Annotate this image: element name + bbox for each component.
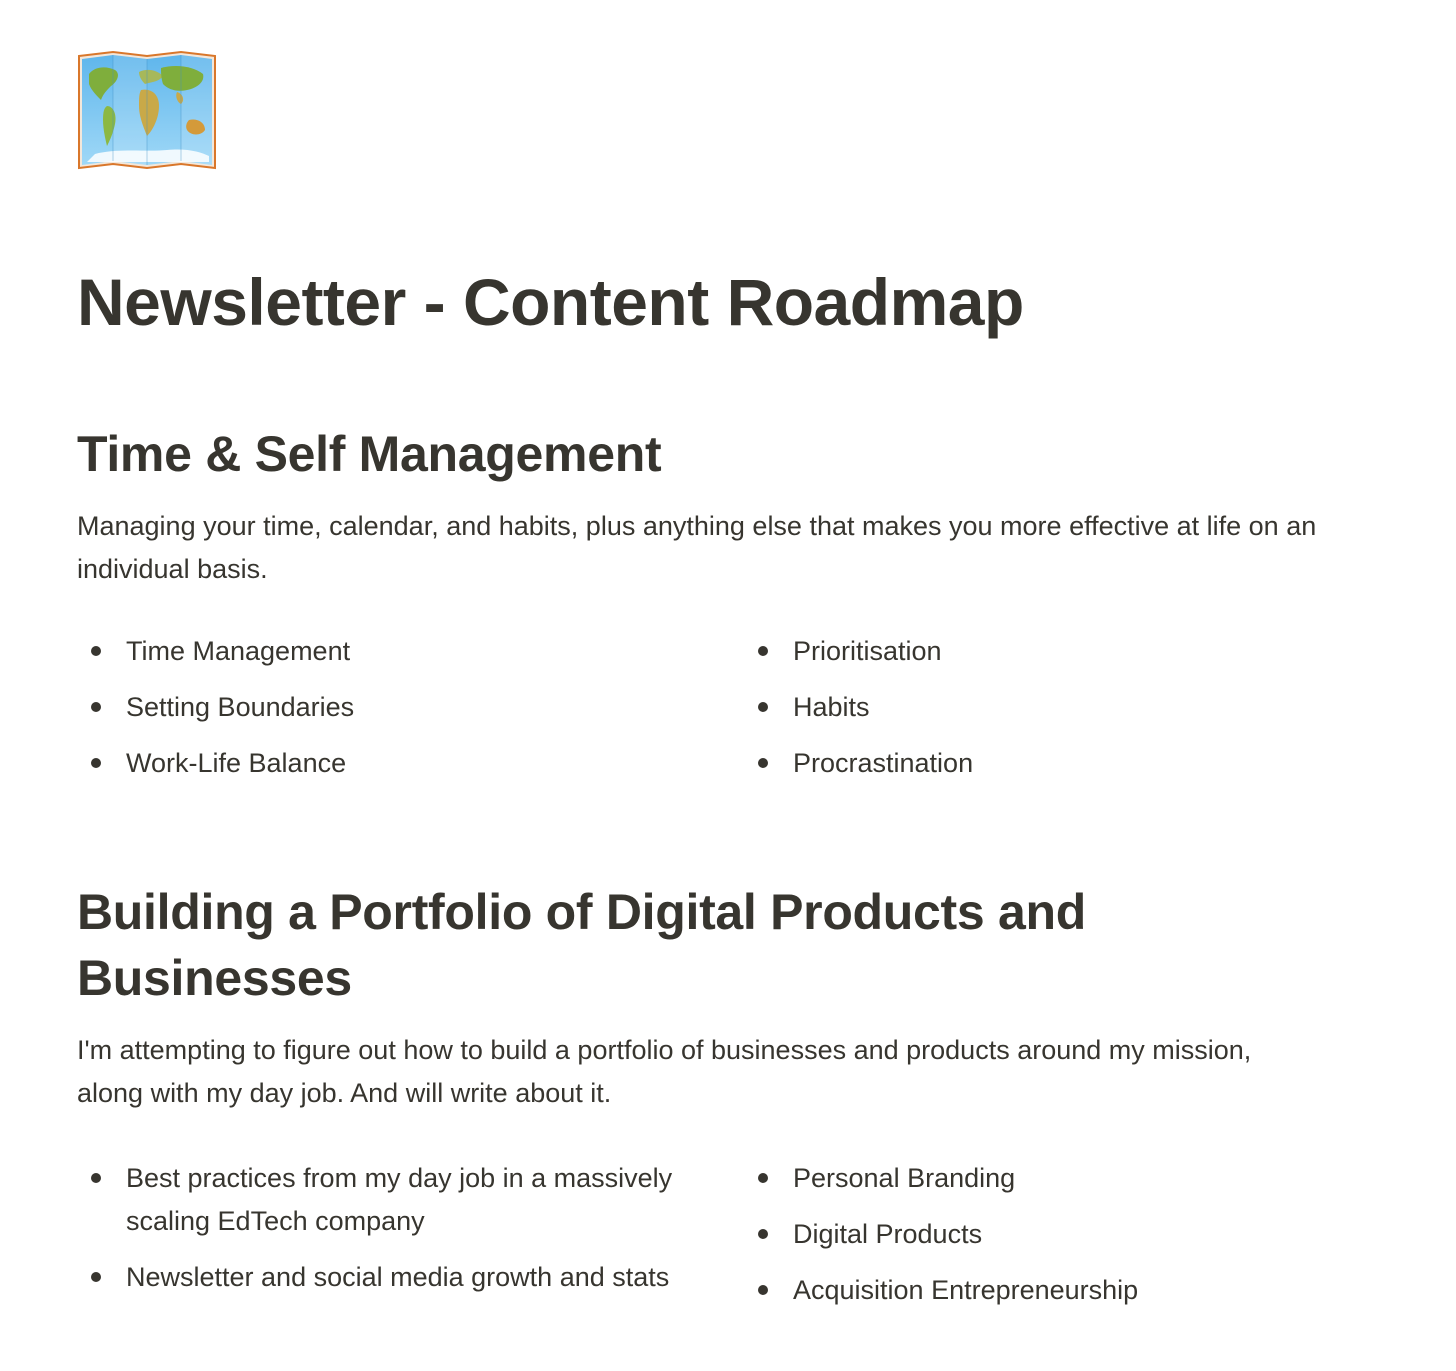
- list-item-text: Digital Products: [793, 1219, 983, 1249]
- bullet-icon: [91, 1272, 101, 1282]
- page-title: Newsletter - Content Roadmap: [77, 265, 1024, 339]
- section-description: I'm attempting to figure out how to build a portfolio of businesses and products around my mission, along with my day job. And will write about it.: [77, 1035, 1252, 1108]
- bullet-icon: [758, 1173, 768, 1183]
- section-1-topic-columns: [77, 630, 1367, 798]
- list-item: [744, 742, 1411, 785]
- section-description: Managing your time, calendar, and habits, plus anything else that makes you more effective at life on an individual basis.: [77, 511, 1317, 584]
- list-item: [77, 742, 686, 785]
- list-item: [77, 686, 686, 729]
- section-time-self-management: [77, 421, 1367, 591]
- list-item-text: Best practices from my day job in a massively scaling EdTech company: [126, 1163, 673, 1236]
- list-item: [77, 1157, 686, 1243]
- list-item: [744, 630, 1411, 673]
- list-item-text: Setting Boundaries: [126, 692, 355, 722]
- bullet-icon: [91, 702, 101, 712]
- bullet-icon: [758, 1229, 768, 1239]
- list-item-text: Time Management: [126, 636, 351, 666]
- list-item: [744, 1213, 1411, 1256]
- topic-column-right: [744, 1157, 1411, 1325]
- bullet-icon: [91, 758, 101, 768]
- list-item: [77, 630, 686, 673]
- topic-column-left: [77, 630, 744, 798]
- section-heading: Time & Self Management: [77, 426, 662, 482]
- bullet-icon: [91, 646, 101, 656]
- world-map-icon[interactable]: [77, 50, 217, 172]
- list-item: [77, 1256, 686, 1299]
- list-item-text: Procrastination: [793, 748, 974, 778]
- topic-column-left: [77, 1157, 744, 1325]
- list-item-text: Personal Branding: [793, 1163, 1016, 1193]
- bullet-icon: [758, 646, 768, 656]
- bullet-icon: [758, 1285, 768, 1295]
- list-item: [744, 1269, 1411, 1312]
- topic-column-right: [744, 630, 1411, 798]
- bullet-icon: [758, 702, 768, 712]
- list-item: [744, 686, 1411, 729]
- section-heading: Building a Portfolio of Digital Products and Businesses: [77, 884, 1086, 1006]
- list-item-text: Prioritisation: [793, 636, 942, 666]
- list-item-text: Work-Life Balance: [126, 748, 347, 778]
- bullet-icon: [758, 758, 768, 768]
- list-item-text: Habits: [793, 692, 870, 722]
- section-2-topic-columns: [77, 1157, 1367, 1325]
- bullet-icon: [91, 1173, 101, 1183]
- section-digital-products-businesses: [77, 879, 1367, 1115]
- list-item-text: Acquisition Entrepreneurship: [793, 1275, 1139, 1305]
- list-item-text: Newsletter and social media growth and stats: [126, 1262, 670, 1292]
- list-item: [744, 1157, 1411, 1200]
